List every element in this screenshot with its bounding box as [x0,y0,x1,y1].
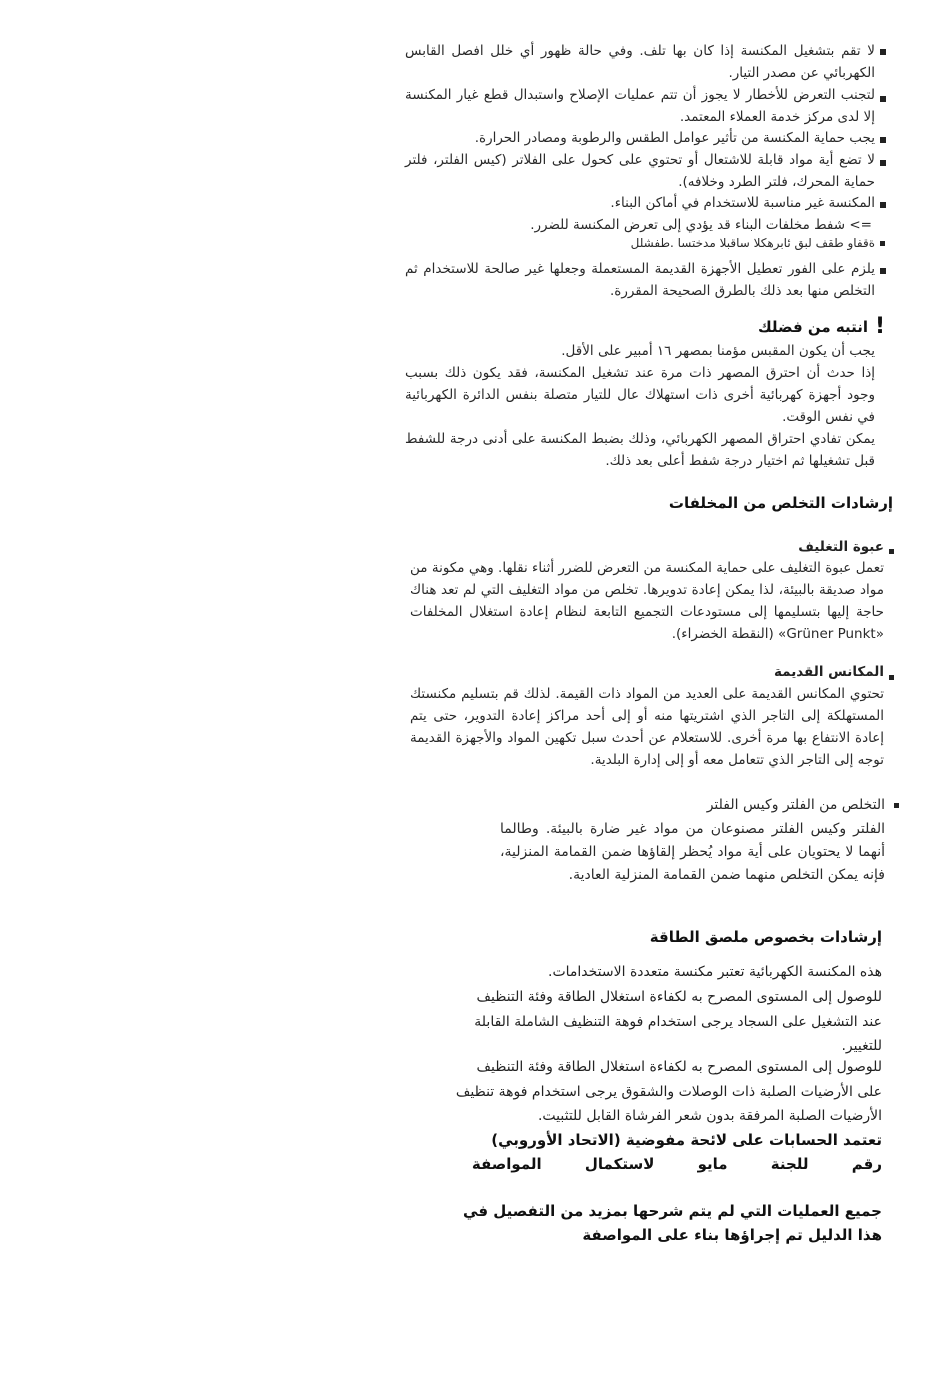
bullet-5 [880,202,886,208]
bullet-old-vacuums [889,675,894,680]
energy-calc-line2: رقم للجنة مايو لاستكمال المواصفة [471,1155,882,1173]
safety-item-1: لا تقم بتشغيل المكنسة إذا كان بها تلف. وفي حالة ظهور أي خلل افصل القابس الكهربائي عن مصدر التيار. [405,43,875,81]
energy-title: إرشادات بخصوص ملصق الطاقة [649,928,882,946]
bullet-filter [894,803,899,808]
energy-calc-line1: تعتمد الحسابات على لائحة مفوضية (الاتحاد الأوروبي) [491,1131,882,1149]
bullet-7 [880,268,886,274]
safety-item-2: لتجنب التعرض للأخطار لا يجوز أن تتم عمليات الإصلاح واستبدال قطع غيار المكنسة إلا لدى مركز خدمة العملاء المعتمد. [405,87,875,125]
disposal-title: إرشادات التخلص من المخلفات [668,494,893,512]
attention-fuse-avoid: يمكن تفادي احتراق المصهر الكهربائي، وذلك بضبط المكنسة على أدنى درجة للشفط قبل تشغيلها ثم اختيار درجة شفط أعلى بعد ذلك. [405,431,875,469]
old-vacuums-title: المكانس القديمة [773,664,884,680]
warning-exclamation-icon: ! [875,314,886,339]
old-vacuums-text: تحتوي المكانس القديمة على العديد من المواد ذات القيمة. لذلك قم بتسليم مكنستك المستهلكة إلى التاجر الذي اشتريتها منه أو إلى أحد مراكز إعادة التدوير، حتى يتم إعادة الانتفاع بها مرة أخرى. للاستعلام عن أحدث سبل تكهين المواد والأجهزة القديمة توجه إلى التاجر الذي تتعامل معه أو إلى إدارة البلدية. [410,686,884,768]
safety-item-5: المكنسة غير مناسبة للاستخدام في أماكن البناء. [610,195,875,211]
bullet-3 [880,137,886,143]
energy-final-note: جميع العمليات التي لم يتم شرحها بمزيد من التفصيل في هذا الدليل تم إجراؤها بناء على المواصفة [463,1202,882,1244]
packaging-text: تعمل عبوة التغليف على حماية المكنسة من التعرض للضرر أثناء نقلها. وهي مكونة من مواد صديقة بالبيئة، لذا يمكن إعادة تدويرها. تخلص من مواد التغليف التي لم تعد هناك حاجة إليها بتسليمها إلى مستودعات التجميع التابعة لنظام إعادة استغلال المخلفات «Grüner Punkt» (النقطة الخضراء). [410,560,884,642]
safety-item-4: لا تضع أية مواد قابلة للاشتعال أو تحتوي على كحول على الفلاتر (كيس الفلتر، فلتر حماية المحرك، فلتر الطرد وخلافه). [405,152,875,190]
safety-item-3: يجب حماية المكنسة من تأثير عوامل الطقس والرطوبة ومصادر الحرارة. [474,130,875,146]
filter-text: الفلتر وكيس الفلتر مصنوعان من مواد غير ضارة بالبيئة. وطالما أنهما لا يحتويان على أية مواد يُحظر إلقاؤها ضمن القمامة المنزلية، فإنه يمكن التخلص منهما ضمن القمامة المنزلية العادية. [500,821,885,883]
attention-title: انتبه من فضلك [757,318,868,336]
safety-item-7: يلزم على الفور تعطيل الأجهزة القديمة المستعملة وجعلها غير صالحة للاستخدام ثم التخلص منها بعد ذلك بالطرق الصحيحة المقررة. [405,261,875,299]
bullet-1 [880,49,886,55]
safety-item-6: ةقفاو طقف لبق ئابرهكلا ساقبلا مدختسا .طفشلل [630,236,875,250]
safety-item-5-note: => شفط مخلفات البناء قد يؤدي إلى تعرض المكنسة للضرر. [530,217,872,233]
bullet-packaging [889,549,894,554]
bullet-4 [880,160,886,166]
filter-title: التخلص من الفلتر وكيس الفلتر [706,797,885,813]
energy-hardfloor-note: للوصول إلى المستوى المصرح به لكفاءة استغلال الطاقة وفئة التنظيف على الأرضيات الصلبة ذات الوصلات والشقوق يرجى استخدام فوهة تنظيف الأرضيات الصلبة المرفقة بدون شعر الفرشاة القابل للتثبيت. [455,1059,882,1124]
bullet-2 [880,96,886,102]
attention-fuse-rating: يجب أن يكون المقبس مؤمنا بمصهر ١٦ أمبير على الأقل. [561,343,875,359]
bullet-6 [880,241,885,246]
energy-carpet-note: للوصول إلى المستوى المصرح به لكفاءة استغلال الطاقة وفئة التنظيف عند التشغيل على السجاد يرجى استخدام فوهة التنظيف الشاملة القابلة للتغيير. [474,989,882,1054]
attention-fuse-blown: إذا حدث أن احترق المصهر ذات مرة عند تشغيل المكنسة، فقد يكون ذلك بسبب وجود أجهزة كهربائية أخرى ذات استهلاك عال للتيار متصلة بنفس الدائرة الكهربائية في نفس الوقت. [405,365,875,425]
energy-multi-use: هذه المكنسة الكهربائية تعتبر مكنسة متعددة الاستخدامات. [548,964,882,980]
packaging-title: عبوة التغليف [798,539,884,555]
